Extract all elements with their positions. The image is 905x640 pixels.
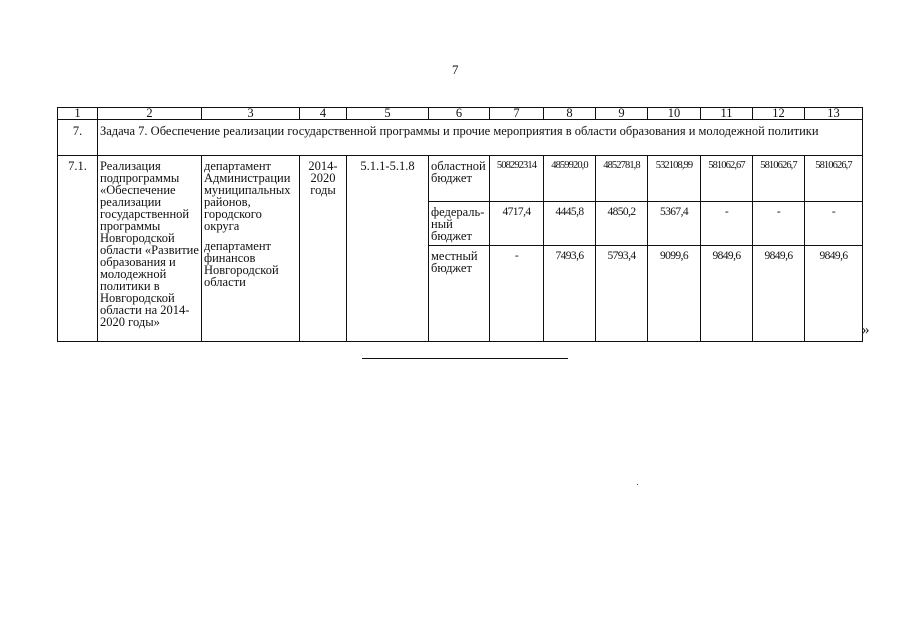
column-header: 1 (58, 108, 98, 120)
column-header: 6 (429, 108, 490, 120)
column-header: 2 (98, 108, 202, 120)
value-cell: 5810626,7 (805, 156, 863, 202)
column-header: 3 (202, 108, 300, 120)
executor-2: департамент финансов Новгородской области (204, 239, 279, 289)
task-text: Задача 7. Обеспечение реализации государственной программы и прочие мероприятия в области образования и молодежной политики (98, 120, 863, 156)
value-cell: 9099,6 (648, 246, 701, 342)
item-name: Реализация подпрограммы «Обеспечение реализации государственной программы Новгородской области «Развитие образования и молодежной политики в Новгородской области на 2014-2020 годы» (98, 156, 202, 342)
task-number: 7. (58, 120, 98, 156)
column-header: 12 (753, 108, 805, 120)
value-cell: - (805, 202, 863, 246)
value-cell: 9849,6 (701, 246, 753, 342)
task-row (58, 120, 863, 156)
column-header: 7 (490, 108, 544, 120)
column-header: 5 (347, 108, 429, 120)
value-cell: 4445,8 (544, 202, 596, 246)
target-indicator: 5.1.1-5.1.8 (347, 156, 429, 342)
value-cell: 5793,4 (596, 246, 648, 342)
value-cell: - (753, 202, 805, 246)
column-header: 8 (544, 108, 596, 120)
scan-speck (637, 484, 638, 485)
value-cell: 4859920,0 (544, 156, 596, 202)
column-header: 13 (805, 108, 863, 120)
item-number: 7.1. (58, 156, 98, 342)
column-header: 11 (701, 108, 753, 120)
value-cell: 4850,2 (596, 202, 648, 246)
table-row (58, 156, 863, 202)
column-header: 10 (648, 108, 701, 120)
value-cell: 9849,6 (753, 246, 805, 342)
value-cell: - (701, 202, 753, 246)
column-header: 9 (596, 108, 648, 120)
value-cell: 581062,67 (701, 156, 753, 202)
value-cell: 5367,4 (648, 202, 701, 246)
value-cell: - (490, 246, 544, 342)
column-header: 4 (300, 108, 347, 120)
value-cell: 508292314 (490, 156, 544, 202)
end-divider (362, 358, 568, 359)
budget-table (57, 107, 863, 342)
value-cell: 4852781,8 (596, 156, 648, 202)
value-cell: 532108,99 (648, 156, 701, 202)
item-period: 2014-2020 годы (300, 156, 347, 342)
value-cell: 4717,4 (490, 202, 544, 246)
closing-quote: » (862, 322, 870, 338)
item-executors (202, 156, 300, 342)
value-cell: 9849,6 (805, 246, 863, 342)
table-header-row (58, 108, 863, 120)
value-cell: 7493,6 (544, 246, 596, 342)
page-number: 7 (452, 62, 459, 77)
funding-source: местный бюджет (429, 246, 490, 342)
funding-source: федеральный бюджет (429, 202, 490, 246)
funding-source: областной бюджет (429, 156, 490, 202)
executor-1: департамент Администрации муниципальных районов, городского округа (204, 159, 291, 233)
value-cell: 5810626,7 (753, 156, 805, 202)
